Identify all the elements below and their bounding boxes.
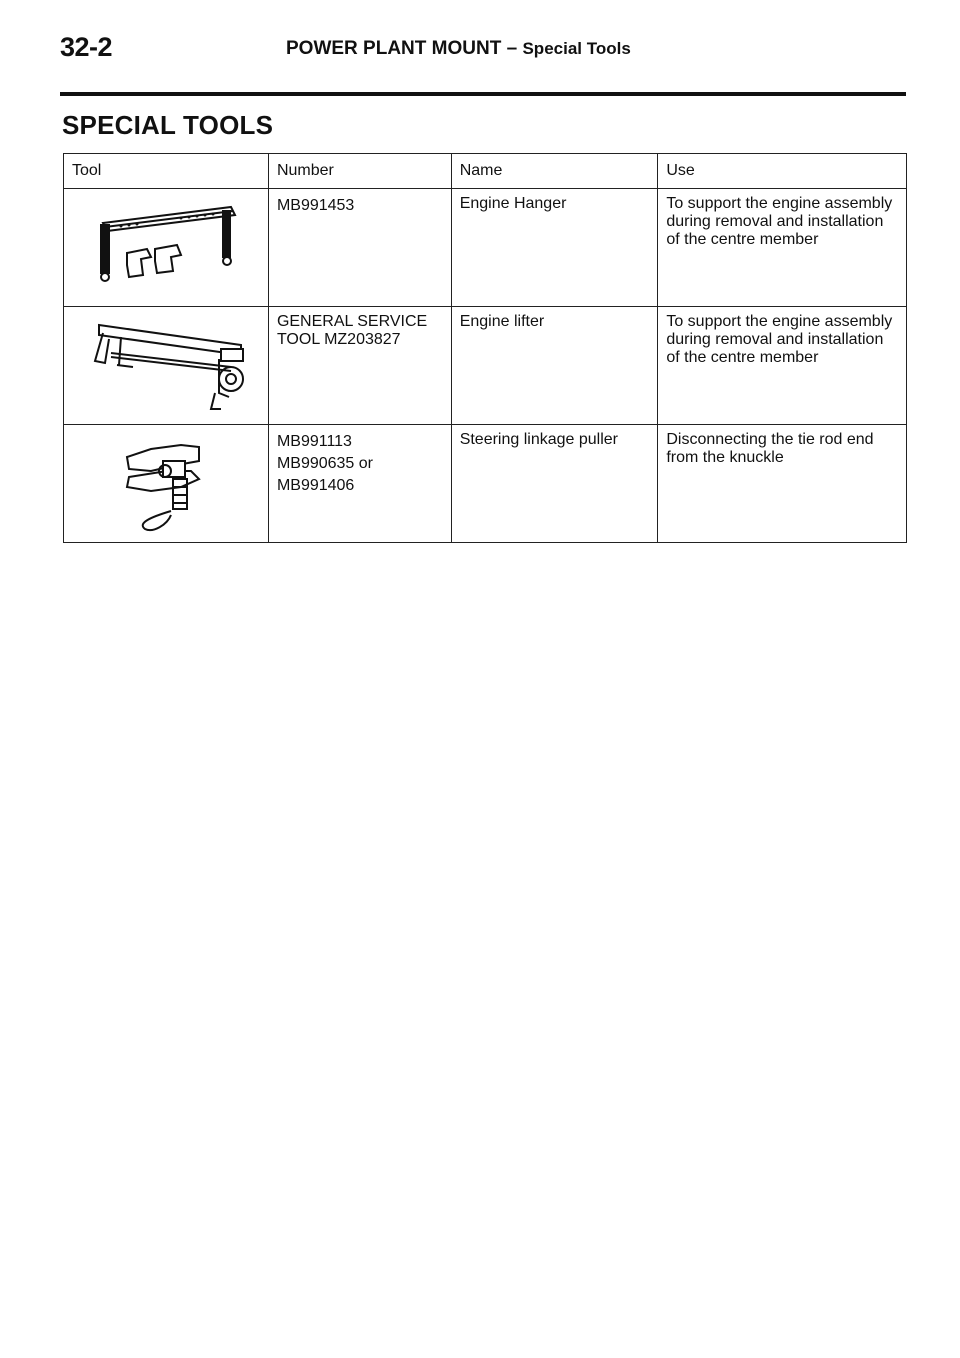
subsection-name: Special Tools [522,39,631,58]
tool-number-cell [268,189,451,307]
tool-name: Steering linkage puller [459,431,619,448]
table-header-row [64,154,907,189]
tool-image-cell [64,307,269,425]
tool-name-cell [451,425,658,543]
tool-name-cell [451,189,658,307]
tool-use-line: during removal and installation [666,331,884,348]
tool-use-line: of the centre member [666,231,819,248]
section-name: POWER PLANT MOUNT [286,38,502,59]
section-title [286,38,631,60]
tool-number-cell [268,425,451,543]
tool-number: MB991453 [276,197,355,214]
column-header-number: Number [268,154,451,189]
table-row [64,425,907,543]
steering-linkage-puller-illustration [81,431,251,536]
tool-name: Engine lifter [459,313,545,330]
column-header-tool: Tool [64,154,269,189]
tool-number: MB991113 [276,433,352,450]
engine-hanger-illustration [81,195,251,295]
page-header [60,30,906,96]
title-separator: – [506,38,518,59]
page-title: SPECIAL TOOLS [62,110,274,140]
tool-use-cell [658,307,907,425]
tool-image-cell [64,425,269,543]
tool-use-cell [658,189,907,307]
tool-number: MB990635 or [276,455,373,472]
column-header-name: Name [451,154,658,189]
tool-number: GENERAL SERVICE [276,313,428,330]
tool-number-cell [268,307,451,425]
table-row [64,307,907,425]
tool-name: Engine Hanger [459,195,567,212]
table-row [64,189,907,307]
tool-use-line: To support the engine assembly [666,195,893,212]
tool-use-line: during removal and installation [666,213,884,230]
tool-number: TOOL MZ203827 [276,331,401,348]
special-tools-table [63,153,907,543]
tool-use-line: of the centre member [666,349,819,366]
tool-use-line: To support the engine assembly [666,313,893,330]
engine-lifter-illustration [81,313,251,418]
tool-name-cell [451,307,658,425]
tool-image-cell [64,189,269,307]
tool-use-line: Disconnecting the tie rod end [666,431,874,448]
page-number: 32-2 [60,32,113,62]
tool-use-line: from the knuckle [666,449,784,466]
tool-use-cell [658,425,907,543]
column-header-use: Use [658,154,907,189]
tool-number: MB991406 [276,477,355,494]
